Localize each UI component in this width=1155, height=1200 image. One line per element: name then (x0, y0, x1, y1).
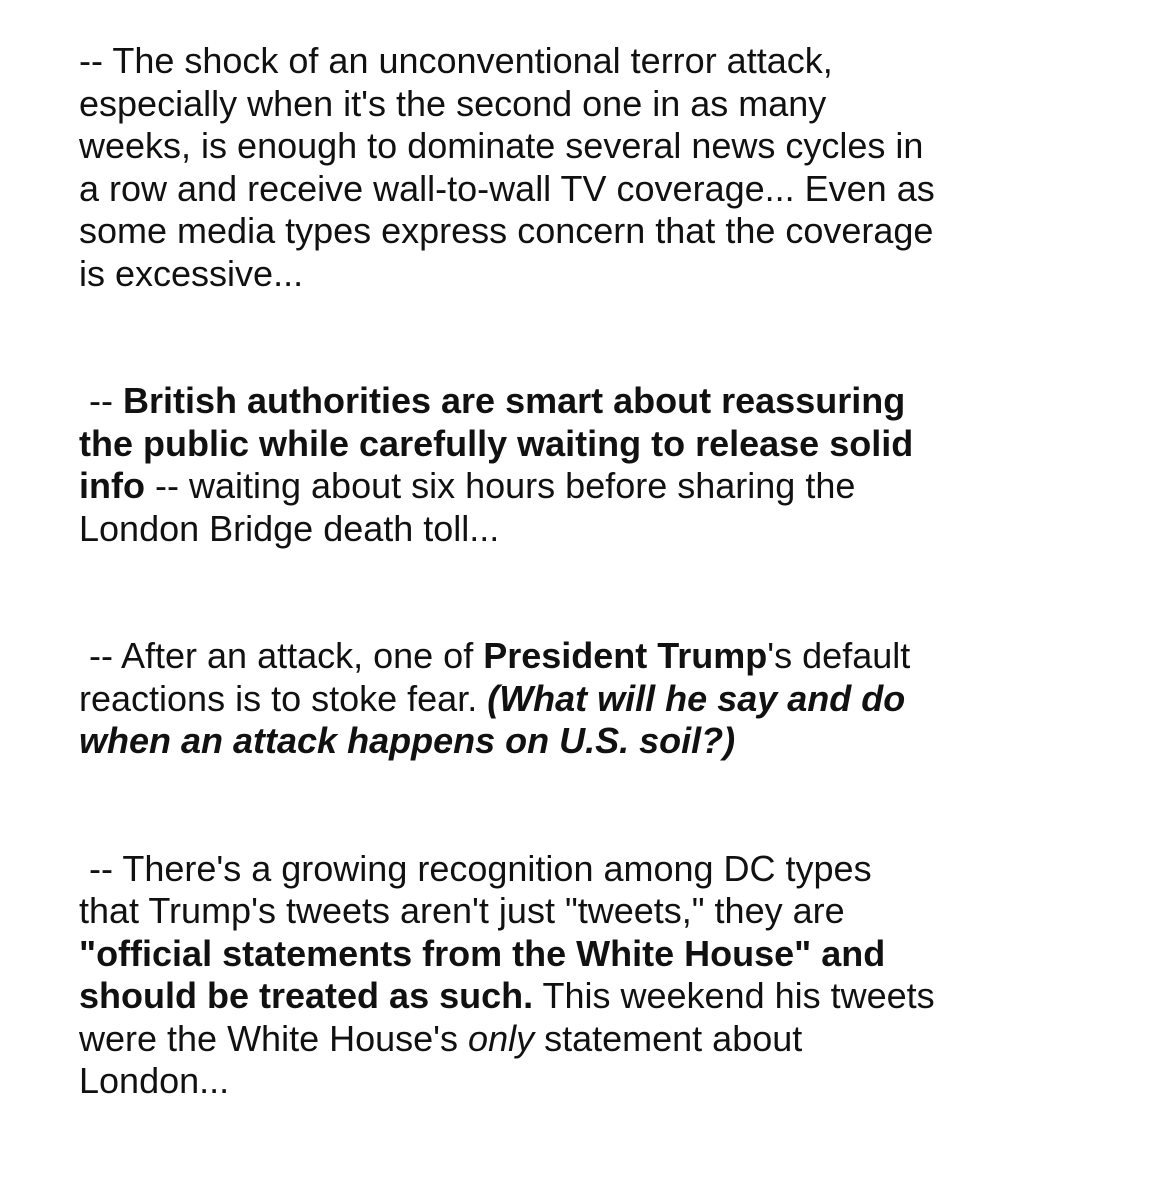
paragraph-british-authorities (79, 380, 1139, 550)
text-line: a row and receive wall-to-wall TV coverage... Even as (79, 167, 935, 209)
paragraph-trump-tweets (79, 848, 1139, 1103)
bold-text: "official statements from the White House" and (79, 932, 886, 974)
bold-text: British authorities are smart about reassuring (122, 380, 906, 421)
text-line: -- There's a growing recognition among DC types (79, 847, 872, 889)
text-line: that Trump's tweets aren't just "tweets," they are (79, 890, 845, 931)
text-prefix: -- (79, 380, 123, 421)
text-line: weeks, is enough to dominate several news cycles in (79, 125, 924, 166)
bold-italic-text: (What will he say and do (487, 677, 906, 719)
text-line: London Bridge death toll... (79, 507, 500, 549)
paragraph-terror-coverage (79, 40, 1139, 295)
text-line: statement about (534, 1017, 803, 1059)
bold-text: President Trump (483, 635, 768, 676)
text-line: This weekend his tweets (533, 975, 935, 1016)
bold-text: should be treated as such. (79, 975, 534, 1016)
text-line: London... (79, 1060, 230, 1101)
text-line: reactions is to stoke fear. (79, 677, 488, 719)
text-line: -- waiting about six hours before sharing the (144, 465, 856, 506)
text-line: some media types express concern that the coverage (79, 210, 934, 251)
italic-text: only (468, 1017, 535, 1059)
text-line: is excessive... (79, 252, 304, 294)
text-line: 's default (767, 635, 911, 676)
document-body (79, 40, 1139, 1103)
text-line: -- After an attack, one of (79, 635, 484, 676)
bold-text: the public while carefully waiting to release solid (79, 422, 914, 464)
paragraph-trump-fear (79, 635, 1139, 763)
text-line: especially when it's the second one in as many (79, 82, 827, 124)
bold-text: info (79, 465, 145, 506)
bold-italic-text: when an attack happens on U.S. soil?) (79, 720, 736, 761)
text-line: were the White House's (79, 1017, 469, 1059)
text-line: -- The shock of an unconventional terror attack, (79, 40, 833, 81)
